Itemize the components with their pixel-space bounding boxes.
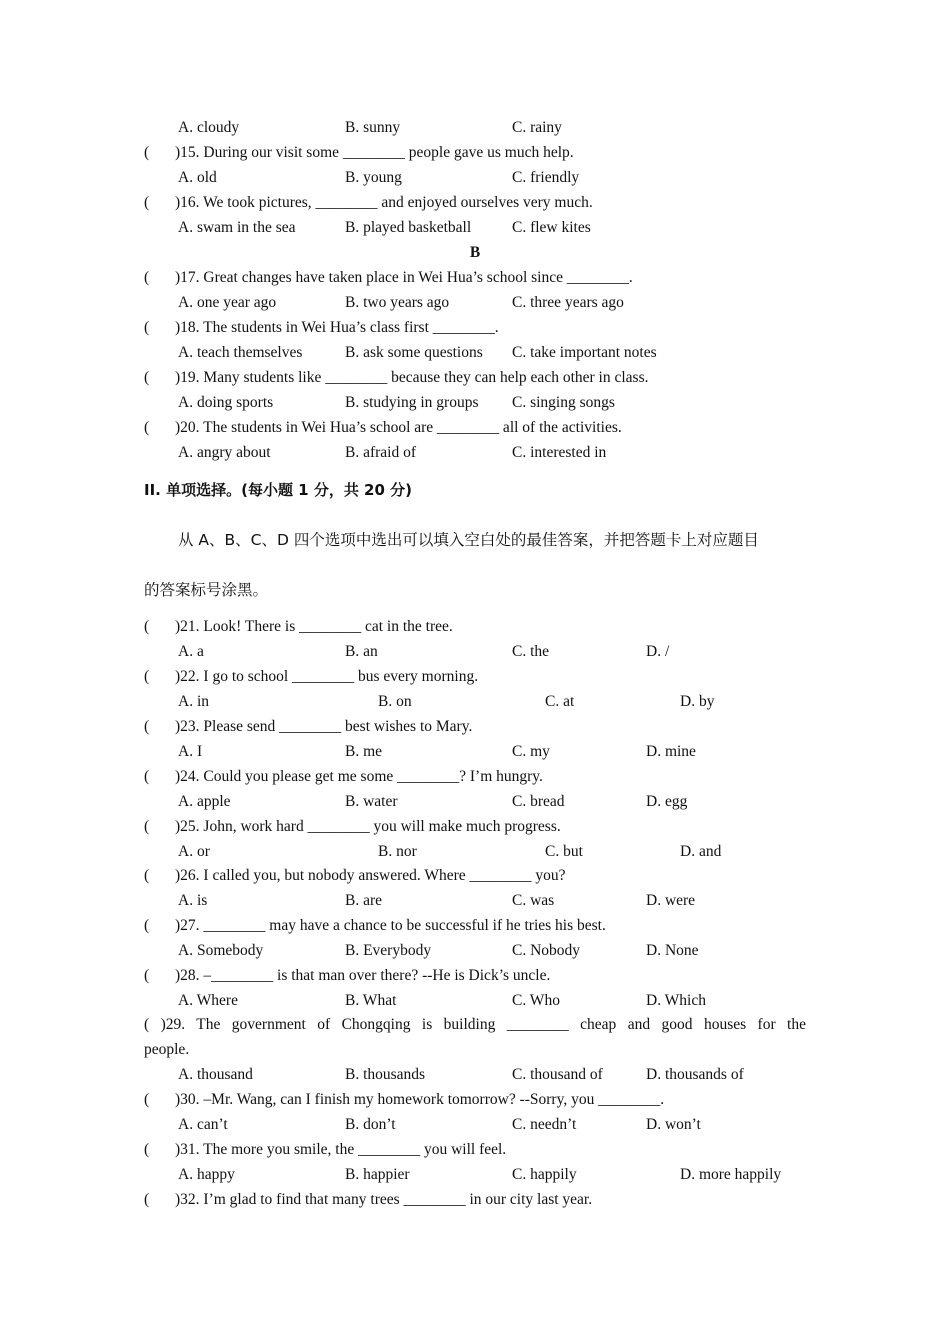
answer-option: B. me	[345, 743, 383, 760]
question-line	[0, 316, 950, 340]
answer-option: D. mine	[646, 743, 696, 760]
answer-option: B. thousands	[345, 1066, 426, 1083]
question-text: )17. Great changes have taken place in Wei Hua’s school since ________.	[175, 269, 633, 286]
answer-option: A. I	[178, 743, 203, 760]
question-line	[0, 366, 950, 390]
question-line	[0, 615, 950, 639]
answer-option: B. young	[345, 169, 402, 186]
answer-option: A. doing sports	[178, 394, 274, 411]
answer-option: C. bread	[512, 793, 565, 810]
answer-option: B. What	[345, 992, 397, 1009]
answer-option: C. needn’t	[512, 1116, 577, 1133]
options-line	[0, 291, 950, 315]
answer-option: D. won’t	[646, 1116, 701, 1133]
options-line	[0, 790, 950, 814]
question-text: )21. Look! There is ________ cat in the tree.	[175, 618, 453, 635]
options-line	[0, 690, 950, 714]
instruction-text: 从 A、B、C、D 四个选项中选出可以填入空白处的最佳答案，并把答题卡上对应题目	[178, 531, 759, 549]
question-line	[0, 416, 950, 440]
answer-bracket: (	[144, 1091, 150, 1108]
question-line	[0, 715, 950, 739]
answer-option: B. sunny	[345, 119, 401, 136]
answer-option: C. the	[512, 643, 550, 660]
passage-label: B	[469, 244, 481, 261]
answer-option: A. can’t	[178, 1116, 228, 1133]
answer-option: D. and	[680, 843, 722, 860]
section-heading	[0, 478, 950, 502]
question-line	[0, 1013, 950, 1037]
options-line	[0, 341, 950, 365]
answer-bracket: (	[144, 818, 150, 835]
question-line	[0, 665, 950, 689]
answer-bracket: (	[144, 867, 150, 884]
answer-option: B. an	[345, 643, 378, 660]
answer-bracket: (	[144, 1141, 150, 1158]
answer-option: B. played basketball	[345, 219, 472, 236]
answer-option: D. Which	[646, 992, 706, 1009]
answer-option: A. swam in the sea	[178, 219, 296, 236]
passage-heading	[0, 241, 950, 265]
answer-option: A. angry about	[178, 444, 271, 461]
question-text: )15. During our visit some ________ people gave us much help.	[175, 144, 574, 161]
answer-option: A. thousand	[178, 1066, 253, 1083]
question-text: )20. The students in Wei Hua’s school are ________ all of the activities.	[175, 419, 622, 436]
question-line	[0, 765, 950, 789]
answer-option: C. rainy	[512, 119, 562, 136]
question-text: )19. Many students like ________ because they can help each other in class.	[175, 369, 649, 386]
answer-option: A. Somebody	[178, 942, 264, 959]
answer-option: C. singing songs	[512, 394, 615, 411]
answer-bracket: (	[144, 1191, 150, 1208]
answer-option: A. Where	[178, 992, 238, 1009]
options-line	[0, 216, 950, 240]
answer-bracket: (	[144, 718, 150, 735]
answer-option: B. afraid of	[345, 444, 417, 461]
answer-option: B. Everybody	[345, 942, 432, 959]
answer-option: B. nor	[378, 843, 417, 860]
answer-option: B. are	[345, 892, 383, 909]
question-text: )30. –Mr. Wang, can I finish my homework tomorrow? --Sorry, you ________.	[175, 1091, 665, 1108]
answer-option: D. /	[646, 643, 670, 660]
answer-option: C. take important notes	[512, 344, 657, 361]
answer-option: D. thousands of	[646, 1066, 744, 1083]
question-line	[0, 815, 950, 839]
options-line	[0, 166, 950, 190]
answer-bracket: (	[144, 419, 150, 436]
question-line	[0, 141, 950, 165]
answer-option: A. apple	[178, 793, 231, 810]
answer-option: C. interested in	[512, 444, 607, 461]
question-text: )31. The more you smile, the ________ you will feel.	[175, 1141, 507, 1158]
question-text: )18. The students in Wei Hua’s class first ________.	[175, 319, 499, 336]
options-line	[0, 1063, 950, 1087]
question-line	[0, 191, 950, 215]
question-line	[0, 1188, 950, 1212]
options-line	[0, 1113, 950, 1137]
question-text: )26. I called you, but nobody answered. Where ________ you?	[175, 867, 566, 884]
question-text: )28. –________ is that man over there? --He is Dick’s uncle.	[175, 967, 551, 984]
answer-option: C. Nobody	[512, 942, 581, 959]
answer-option: C. flew kites	[512, 219, 591, 236]
options-line	[0, 840, 950, 864]
section-title: II. 单项选择。(每小题 1 分，共 20 分)	[144, 481, 412, 499]
answer-option: D. None	[646, 942, 699, 959]
answer-option: B. studying in groups	[345, 394, 479, 411]
answer-option: A. teach themselves	[178, 344, 303, 361]
answer-option: D. were	[646, 892, 696, 909]
question-line	[0, 914, 950, 938]
options-line	[0, 441, 950, 465]
answer-option: A. is	[178, 892, 208, 909]
answer-option: B. water	[345, 793, 398, 810]
answer-bracket: (	[144, 768, 150, 785]
options-line	[0, 391, 950, 415]
answer-option: C. happily	[512, 1166, 577, 1183]
answer-option: C. but	[545, 843, 583, 860]
answer-option: B. don’t	[345, 1116, 396, 1133]
question-text: )23. Please send ________ best wishes to Mary.	[175, 718, 473, 735]
options-line	[0, 116, 950, 140]
answer-bracket: (	[144, 319, 150, 336]
question-line	[0, 1088, 950, 1112]
instruction-line	[0, 528, 950, 552]
question-line	[0, 266, 950, 290]
question-line	[0, 964, 950, 988]
answer-bracket: (	[144, 967, 150, 984]
answer-option: B. two years ago	[345, 294, 450, 311]
answer-option: B. happier	[345, 1166, 410, 1183]
answer-bracket: (	[144, 269, 150, 286]
answer-option: D. by	[680, 693, 715, 710]
answer-option: C. was	[512, 892, 555, 909]
question-text: )25. John, work hard ________ you will make much progress.	[175, 818, 561, 835]
question-text: )27. ________ may have a chance to be successful if he tries his best.	[175, 917, 606, 934]
answer-bracket: (	[144, 194, 150, 211]
answer-option: C. Who	[512, 992, 560, 1009]
answer-option: C. thousand of	[512, 1066, 603, 1083]
instruction-text: 的答案标号涂黑。	[144, 581, 269, 599]
answer-option: C. friendly	[512, 169, 580, 186]
question-text: people.	[144, 1041, 190, 1058]
options-line	[0, 1163, 950, 1187]
answer-bracket: (	[144, 369, 150, 386]
answer-option: C. three years ago	[512, 294, 624, 311]
options-line	[0, 939, 950, 963]
answer-option: A. happy	[178, 1166, 235, 1183]
instruction-line	[0, 578, 950, 602]
answer-option: B. on	[378, 693, 412, 710]
answer-option: C. my	[512, 743, 550, 760]
continuation-line	[0, 1038, 950, 1062]
question-line	[0, 1138, 950, 1162]
question-text: )16. We took pictures, ________ and enjoyed ourselves very much.	[175, 194, 593, 211]
question-text: )32. I’m glad to find that many trees ________ in our city last year.	[175, 1191, 593, 1208]
options-line	[0, 989, 950, 1013]
answer-bracket: (	[144, 917, 150, 934]
answer-option: D. more happily	[680, 1166, 782, 1183]
answer-option: A. or	[178, 843, 210, 860]
answer-bracket: (	[144, 668, 150, 685]
answer-option: A. one year ago	[178, 294, 277, 311]
question-text: )24. Could you please get me some ________? I’m hungry.	[175, 768, 543, 785]
answer-option: B. ask some questions	[345, 344, 483, 361]
options-line	[0, 640, 950, 664]
answer-option: D. egg	[646, 793, 688, 810]
answer-option: A. a	[178, 643, 204, 660]
question-text: )22. I go to school ________ bus every morning.	[175, 668, 479, 685]
options-line	[0, 740, 950, 764]
question-line	[0, 864, 950, 888]
question-text: ( )29. The government of Chongqing is building ________ cheap and good houses for the	[144, 1016, 806, 1033]
answer-bracket: (	[144, 144, 150, 161]
options-line	[0, 889, 950, 913]
answer-option: A. in	[178, 693, 209, 710]
answer-option: A. old	[178, 169, 217, 186]
answer-bracket: (	[144, 618, 150, 635]
answer-option: A. cloudy	[178, 119, 240, 136]
answer-option: C. at	[545, 693, 575, 710]
